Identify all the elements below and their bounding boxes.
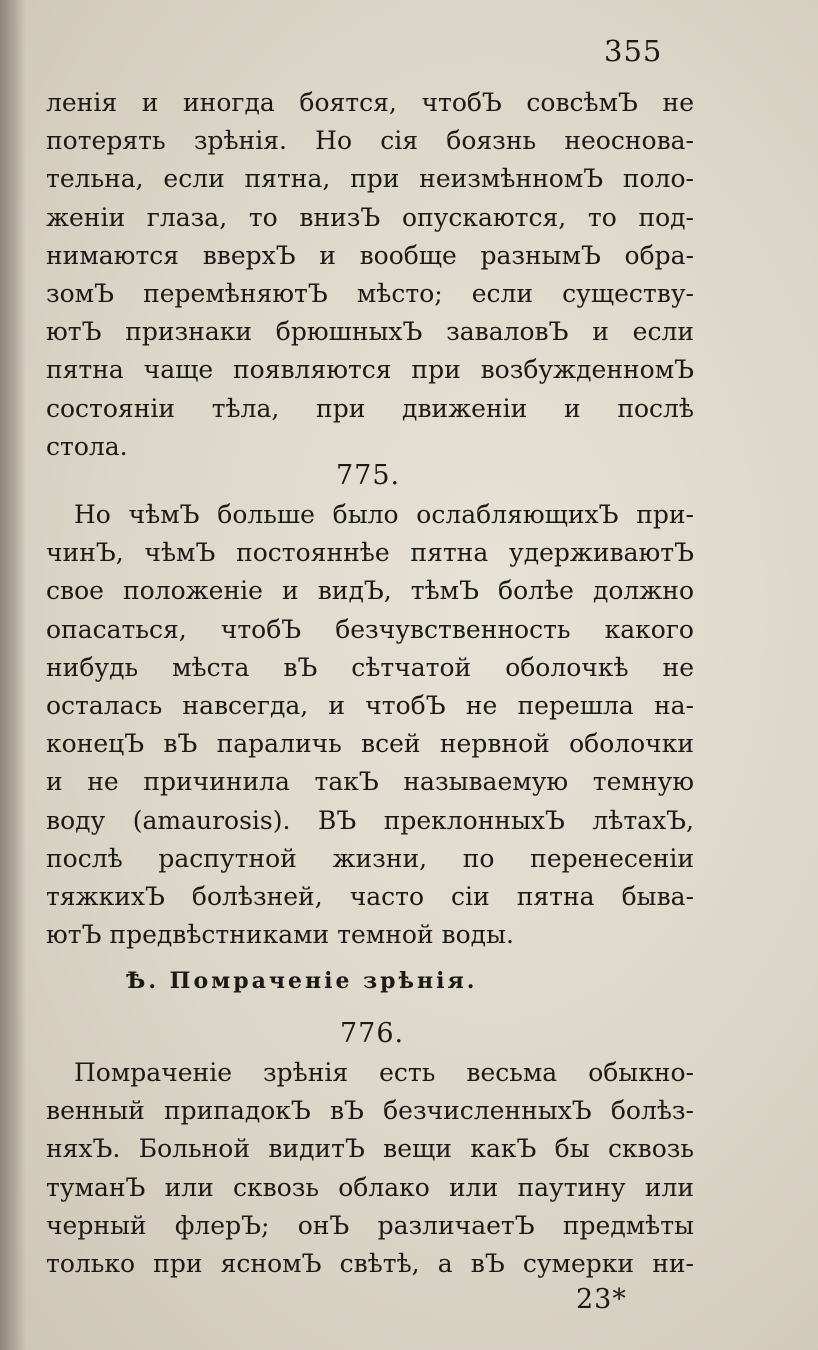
paragraph-775 — [46, 496, 694, 954]
text-line: тельна, если пятна, при неизмѣнномЪ поло- — [46, 164, 694, 194]
section-number-776: 776. — [340, 1018, 405, 1049]
text-line: женіи глаза, то внизЪ опускаются, то под- — [46, 202, 694, 232]
text-line: осталась навсегда, и чтобЪ не перешла на- — [46, 690, 694, 720]
text-line: стола. — [46, 431, 128, 461]
text-line: и не причинила такЪ называемую темную — [46, 767, 694, 797]
text-line: только при ясномЪ свѣтѣ, а вЪ сумерки ни- — [46, 1248, 694, 1278]
paragraph-776 — [46, 1054, 694, 1283]
text-line: потерять зрѣнія. Но сія боязнь неоснова- — [46, 126, 694, 156]
text-line: чинЪ, чѣмЪ постояннѣе пятна удерживаютЪ — [46, 538, 694, 568]
text-line: свое положеніе и видЪ, тѣмЪ болѣе должно — [46, 576, 694, 606]
text-line: послѣ распутной жизни, по перенесеніи — [46, 843, 694, 873]
text-line: ленія и иногда боятся, чтобЪ совсѣмЪ не — [46, 88, 694, 117]
text-line: венный припадокЪ вЪ безчисленныхЪ болѣз- — [46, 1096, 694, 1126]
text-line: нимаются вверхЪ и вообще разнымЪ обра- — [46, 240, 694, 270]
text-line: воду (amaurosis). ВЪ преклонныхЪ лѣтахЪ, — [46, 805, 694, 835]
binding-shadow — [0, 0, 26, 1350]
text-line: состояніи тѣла, при движеніи и послѣ — [46, 393, 694, 423]
text-line: няхЪ. Больной видитЪ вещи какЪ бы сквозь — [46, 1134, 694, 1164]
text-line: Помраченіе зрѣнія есть весьма обыкно- — [74, 1058, 694, 1087]
text-line: нибудь мѣста вЪ сѣтчатой оболочкѣ не — [46, 652, 694, 682]
text-line: зомЪ перемѣняютЪ мѣсто; если существу- — [46, 278, 694, 308]
signature-mark: 23* — [576, 1284, 627, 1315]
paragraph-continued — [46, 84, 694, 466]
text-line: конецЪ вЪ параличь всей нервной оболочки — [46, 729, 694, 759]
text-line: Но чѣмЪ больше было ослабляющихЪ при- — [74, 500, 694, 529]
section-heading: Ѣ. Помраченіе зрѣнія. — [126, 968, 478, 994]
text-line: ютЪ признаки брюшныхЪ заваловЪ и если — [46, 317, 694, 347]
text-line: ютЪ предвѣстниками темной воды. — [46, 920, 514, 950]
page-number: 355 — [604, 34, 663, 68]
text-line: тяжкихЪ болѣзней, часто сіи пятна быва- — [46, 881, 694, 911]
section-number-775: 775. — [336, 460, 401, 491]
text-line: черный флерЪ; онЪ различаетЪ предмѣты — [46, 1210, 694, 1240]
text-line: пятна чаще появляются при возбужденномЪ — [46, 355, 694, 385]
text-line: опасаться, чтобЪ безчувственность какого — [46, 614, 694, 644]
text-line: туманЪ или сквозь облако или паутину или — [46, 1172, 694, 1202]
